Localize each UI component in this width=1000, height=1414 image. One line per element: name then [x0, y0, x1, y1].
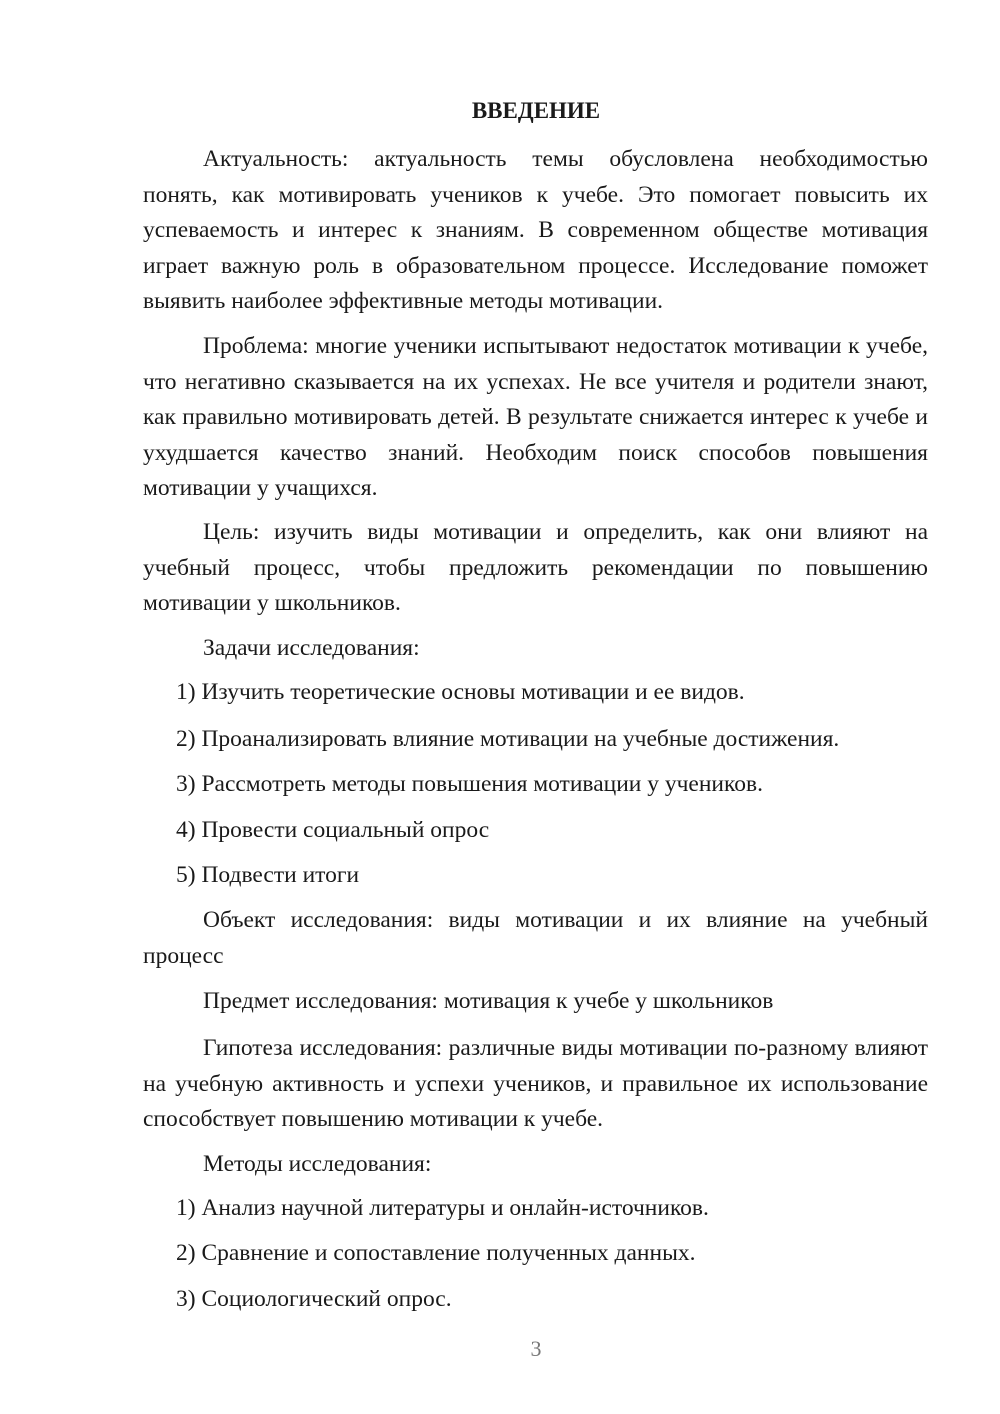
method-item: 1) Анализ научной литературы и онлайн-источников.	[176, 1195, 709, 1221]
method-item: 2) Сравнение и сопоставление полученных данных.	[176, 1240, 696, 1266]
hypothesis-paragraph: Гипотеза исследования: различные виды мотивации по-разному влияют на учебную активность и успехи учеников, и правильное их использование способствует повышению мотивации к учебе.	[143, 1035, 928, 1132]
page-title: ВВЕДЕНИЕ	[471, 98, 601, 123]
goal-paragraph: Цель: изучить виды мотивации и определить, как они влияют на учебный процесс, чтобы предложить рекомендации по повышению мотивации у школьников.	[143, 519, 928, 616]
task-item: 5) Подвести итоги	[176, 862, 360, 888]
problem-paragraph: Проблема: многие ученики испытывают недостаток мотивации к учебе, что негативно сказывается на их успехах. Не все учителя и родители знают, как правильно мотивировать детей. В результате снижается интерес к учебе и ухудшается качество знаний. Необходим поиск способов повышения мотивации у учащихся.	[143, 333, 928, 501]
method-item: 3) Социологический опрос.	[176, 1286, 452, 1312]
task-item: 2) Проанализировать влияние мотивации на учебные достижения.	[176, 726, 840, 752]
methods-label: Методы исследования:	[203, 1151, 432, 1177]
task-item: 1) Изучить теоретические основы мотивации и ее видов.	[176, 679, 745, 705]
task-item: 4) Провести социальный опрос	[176, 817, 490, 843]
object-paragraph: Объект исследования: виды мотивации и их влияние на учебный процесс	[143, 907, 928, 969]
tasks-label: Задачи исследования:	[203, 635, 420, 661]
subject-paragraph: Предмет исследования: мотивация к учебе у школьников	[203, 988, 774, 1014]
relevance-paragraph: Актуальность: актуальность темы обусловлена необходимостью понять, как мотивировать учеников к учебе. Это помогает повысить их успеваемость и интерес к знаниям. В современном обществе мотивация играет важную роль в образовательном процессе. Исследование поможет выявить наиболее эффективные методы мотивации.	[143, 146, 928, 314]
page-number: 3	[530, 1336, 542, 1361]
task-item: 3) Рассмотреть методы повышения мотивации у учеников.	[176, 771, 763, 797]
